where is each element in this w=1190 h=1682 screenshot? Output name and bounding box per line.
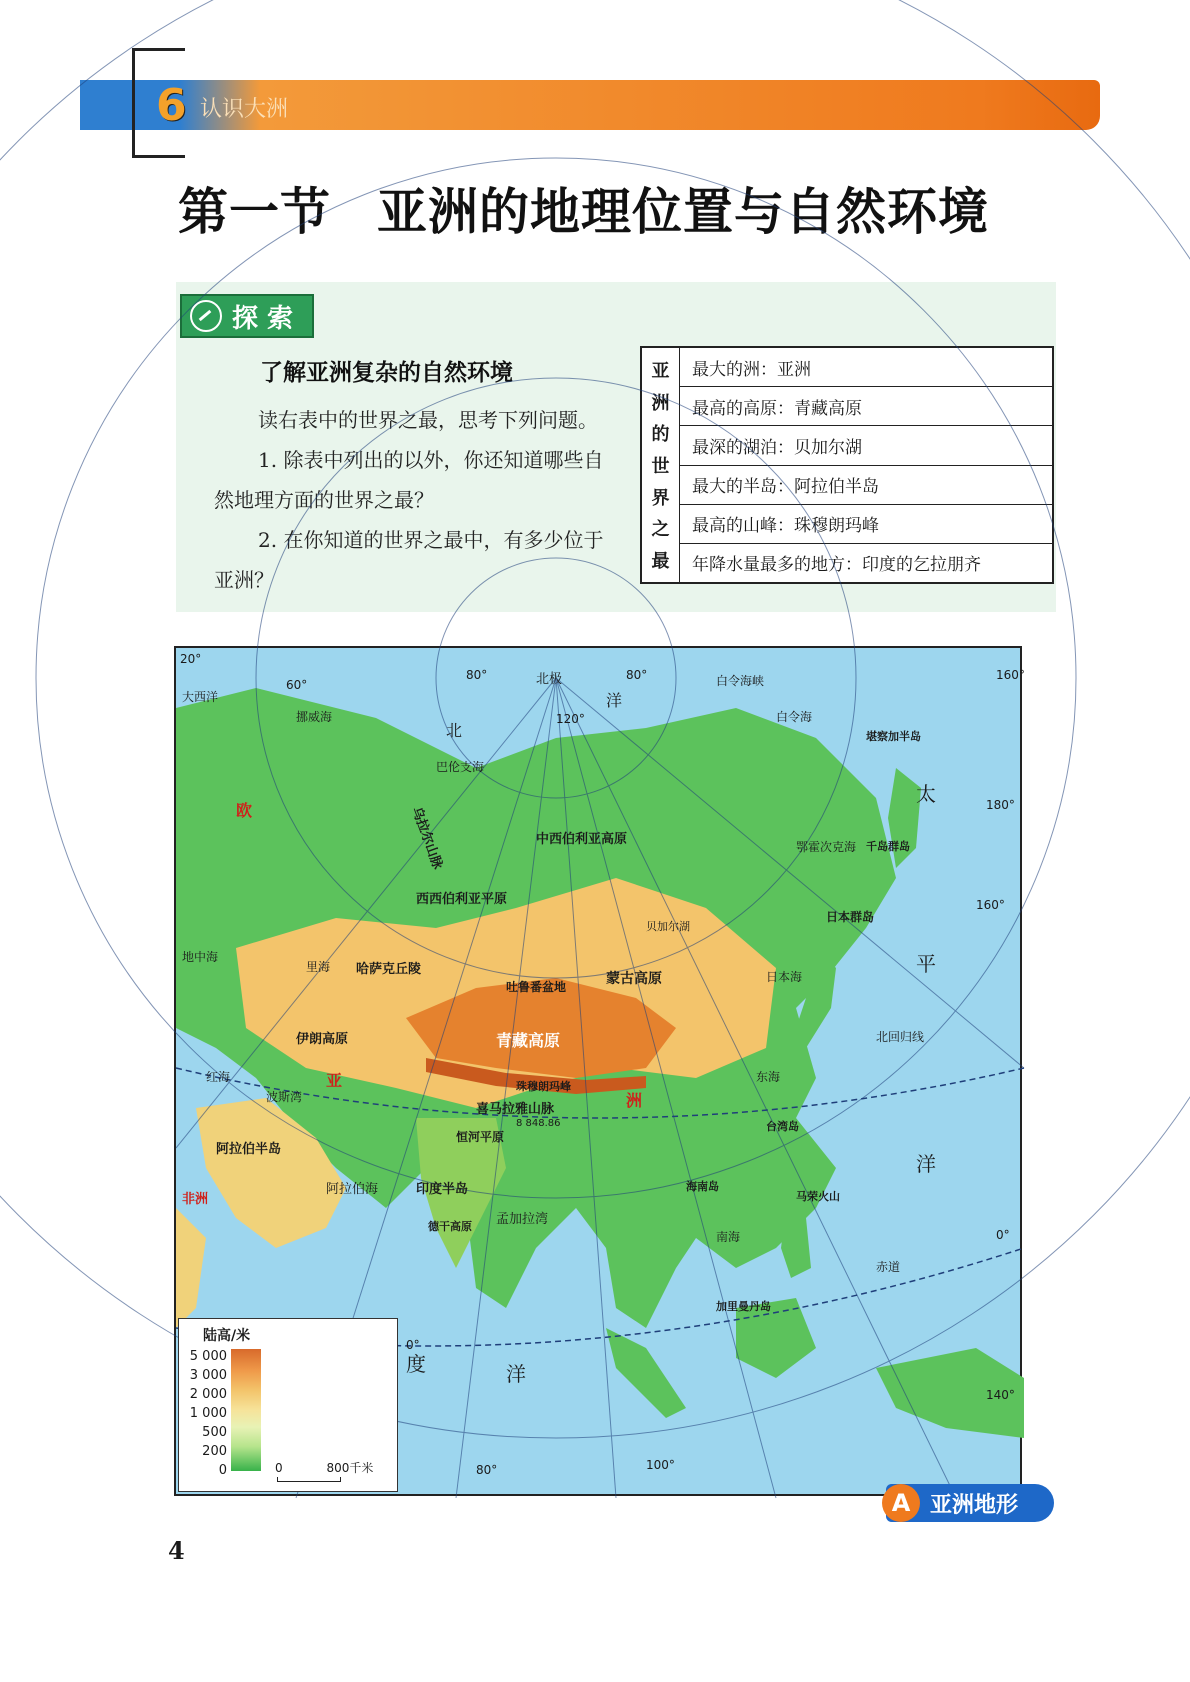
degree-label: 100° [646,1458,675,1472]
map-label: 阿拉伯半岛 [216,1142,282,1157]
record-row: 最高的山峰：珠穆朗玛峰 [680,505,1052,544]
map-label: 巴伦支海 [436,760,485,774]
caption-text: 亚洲地形 [930,1492,1019,1518]
map-label: 地中海 [182,950,219,964]
side-char: 最 [651,551,670,573]
map-label: 北回归线 [876,1030,925,1044]
degree-label: 180° [986,798,1015,812]
scale-bar-label [275,1459,373,1476]
map-label: 中西伯利亚高原 [536,832,628,847]
explore-paragraph: 2. 在你知道的世界之最中，有多少位于亚洲？ [214,528,604,592]
record-row: 最大的半岛：阿拉伯半岛 [680,466,1052,505]
map-label: 德干高原 [428,1220,472,1233]
degree-label: 60° [286,678,308,692]
map-label: 阿拉伯海 [326,1182,379,1197]
explore-paragraph: 1. 除表中列出的以外，你还知道哪些自然地理方面的世界之最？ [214,448,604,512]
map-label: 加里曼丹岛 [716,1300,771,1313]
scale-distance: 800千米 [326,1461,374,1475]
legend-value: 200 [202,1444,227,1459]
map-label: 度 [406,1352,426,1376]
map-label: 喜马拉雅山脉 [476,1102,555,1117]
map-label: 日本群岛 [826,910,875,924]
map-label: 赤道 [876,1260,901,1274]
sumatra [606,1328,686,1418]
africa-landmass [176,1208,206,1328]
map-label: 海南岛 [686,1180,719,1193]
compass-icon [190,300,222,332]
section-title [178,172,989,244]
side-char: 之 [651,519,670,541]
legend-value: 3 000 [189,1368,227,1383]
map-label: 堪察加半岛 [866,730,921,743]
side-char: 亚 [651,360,670,382]
explore-heading: 了解亚洲复杂的自然环境 [260,360,513,386]
legend-value: 2 000 [189,1387,227,1402]
map-label: 千岛群岛 [866,840,910,853]
legend-color-bar [231,1349,261,1471]
side-char: 界 [651,487,670,509]
map-label: 伊朗高原 [296,1032,349,1047]
page-number: 4 [168,1536,185,1565]
map-label: 波斯湾 [266,1090,303,1104]
map-label: 洋 [916,1152,936,1176]
record-row: 最深的湖泊：贝加尔湖 [680,426,1052,465]
world-records-table [640,346,1054,584]
map-label: 白令海峡 [716,674,765,688]
degree-label: 140° [986,1388,1015,1402]
explore-text [214,400,614,600]
map-label: 南海 [716,1230,741,1244]
map-label: 大西洋 [182,690,219,704]
map-label: 里海 [306,960,331,974]
map-label: 东海 [756,1070,781,1084]
degree-label: 80° [466,668,488,682]
legend-title: 陆高/米 [203,1328,251,1344]
scale-bar [277,1477,341,1482]
scale-zero: 0 [275,1461,283,1475]
map-label: 欧 [236,801,253,820]
degree-label: 0° [406,1338,420,1352]
explore-tag-label: 探 索 [232,303,294,334]
map-caption [886,1484,1054,1522]
records-side-label [642,348,680,582]
degree-label: 80° [476,1463,498,1477]
chapter-number: 6 [156,80,187,131]
map-label: 白令海 [776,710,813,724]
map-label: 孟加拉湾 [496,1212,549,1227]
explore-paragraph: 读右表中的世界之最，思考下列问题。 [258,408,598,432]
map-label: 8 848.86 [516,1118,561,1129]
map-label: 恒河平原 [456,1130,505,1144]
degree-label: 0° [996,1228,1010,1242]
legend-value: 0 [218,1463,227,1478]
caption-badge: A [882,1484,920,1522]
map-label: 台湾岛 [766,1120,799,1133]
map-label: 洋 [606,691,623,710]
records-rows [680,348,1052,582]
chapter-title: 认识大洲 [200,97,289,122]
map-label: 珠穆朗玛峰 [516,1080,571,1093]
map-label: 太 [916,782,936,806]
degree-label: 160° [996,668,1025,682]
map-label: 哈萨克丘陵 [356,962,422,977]
legend-value: 1 000 [189,1406,227,1421]
side-char: 洲 [651,392,670,414]
side-char: 的 [651,424,670,446]
map-label: 吐鲁番盆地 [506,980,567,994]
degree-label: 160° [976,898,1005,912]
map-label: 红海 [206,1070,231,1084]
map-label: 鄂霍次克海 [796,840,857,854]
map-label: 平 [916,952,936,976]
map-label: 挪威海 [296,710,333,724]
section-number: 第一节 [178,182,331,241]
map-label: 洲 [626,1091,643,1110]
asia-terrain-map [174,646,1025,1496]
philippines [781,1208,811,1278]
map-label: 马荣火山 [796,1190,840,1203]
map-label: 非洲 [182,1192,209,1207]
legend-value: 5 000 [189,1349,227,1364]
map-label: 青藏高原 [496,1031,561,1050]
degree-label: 120° [556,712,585,726]
explore-tag [180,294,314,338]
record-row: 最大的洲：亚洲 [680,348,1052,387]
map-label: 印度半岛 [416,1182,469,1197]
section-name: 亚洲的地理位置与自然环境 [377,182,989,241]
degree-label: 80° [626,668,648,682]
record-row: 年降水量最多的地方：印度的乞拉朋齐 [692,555,981,576]
map-label: 乌拉尔山脉 [408,805,445,872]
elevation-legend [178,1318,398,1492]
legend-value: 500 [202,1425,227,1440]
map-label: 西西伯利亚平原 [416,892,508,907]
map-label: 亚 [326,1071,343,1090]
side-char: 世 [651,455,670,477]
record-row: 最高的高原：青藏高原 [680,387,1052,426]
map-label: 北 [446,721,463,740]
map-label: 蒙古高原 [606,971,662,987]
map-label: 北极 [536,672,563,687]
map-label: 洋 [506,1362,526,1386]
map-label: 贝加尔湖 [646,920,690,933]
degree-label: 20° [180,652,202,666]
map-label: 日本海 [766,970,803,984]
